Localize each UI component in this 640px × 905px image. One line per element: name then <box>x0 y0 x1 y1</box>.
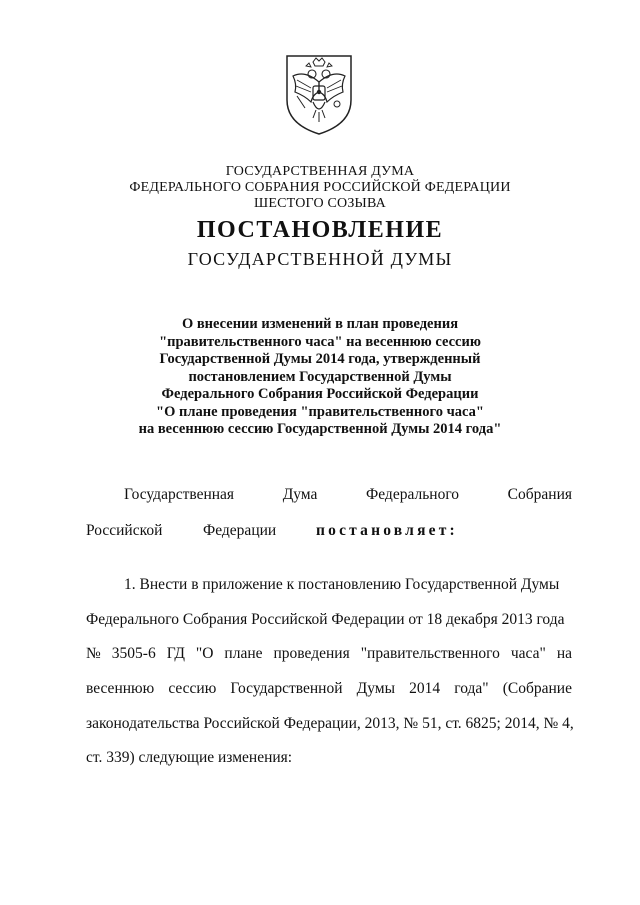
item-word: 3505-6 <box>111 645 156 662</box>
item-word: весеннюю <box>86 680 155 697</box>
item-1-line-justified <box>86 680 572 698</box>
item-word: часа" <box>510 645 546 662</box>
preamble-word: Государственная <box>124 486 235 503</box>
title-line: постановлением Государственной Думы <box>188 368 452 385</box>
preamble-word: Федерального <box>366 486 460 503</box>
preamble-word: Дума <box>282 486 318 503</box>
decree-verb: постановляет: <box>316 522 458 539</box>
title-line: О внесении изменений в план проведения <box>181 316 459 332</box>
item-1-line: 1. Внести в приложение к постановлению Государственной Думы <box>124 576 560 593</box>
item-word: ГД <box>166 645 185 662</box>
preamble-line-1 <box>124 486 572 504</box>
document-issuer-heading: ГОСУДАРСТВЕННОЙ ДУМЫ <box>187 249 453 269</box>
preamble-word: Российской <box>86 522 163 539</box>
item-word: 2014 <box>409 680 441 697</box>
item-word: "правительственного <box>360 645 500 662</box>
item-word: (Собрание <box>502 680 572 697</box>
org-line-duma: ГОСУДАРСТВЕННАЯ ДУМА <box>225 164 415 179</box>
item-word: "О <box>195 645 214 662</box>
title-line: Государственной Думы 2014 года, утвержденный <box>159 351 481 367</box>
title-line: "правительственного часа" на весеннюю сессию <box>159 333 481 350</box>
item-word: проведения <box>273 645 350 662</box>
org-line-federal-assembly: ФЕДЕРАЛЬНОГО СОБРАНИЯ РОССИЙСКОЙ ФЕДЕРАЦИИ <box>129 180 511 195</box>
item-word: Думы <box>356 680 395 697</box>
title-line: "О плане проведения "правительственного часа" <box>156 403 484 420</box>
preamble-word: Федерации <box>203 522 277 539</box>
item-word: года" <box>454 680 489 697</box>
item-1-line-justified <box>86 645 572 663</box>
item-1-line: ст. 339) следующие изменения: <box>86 749 293 766</box>
document-type-heading: ПОСТАНОВЛЕНИЕ <box>196 217 444 243</box>
document-title <box>60 316 580 439</box>
item-1-line: Федерального Собрания Российской Федерации от 18 декабря 2013 года <box>86 611 565 628</box>
item-1-line: законодательства Российской Федерации, 2013, № 51, ст. 6825; 2014, № 4, <box>86 715 574 732</box>
item-word: плане <box>224 645 263 662</box>
title-line: Федерального Собрания Российской Федерации <box>161 386 479 402</box>
item-word: № <box>86 645 101 662</box>
title-line: на весеннюю сессию Государственной Думы 2014 года" <box>138 421 502 437</box>
item-word: Государственной <box>230 680 343 697</box>
item-word: сессию <box>168 680 217 697</box>
state-emblem <box>283 52 355 136</box>
org-line-convocation: ШЕСТОГО СОЗЫВА <box>254 196 386 211</box>
item-word: на <box>556 645 572 662</box>
preamble-word: Собрания <box>507 486 572 503</box>
